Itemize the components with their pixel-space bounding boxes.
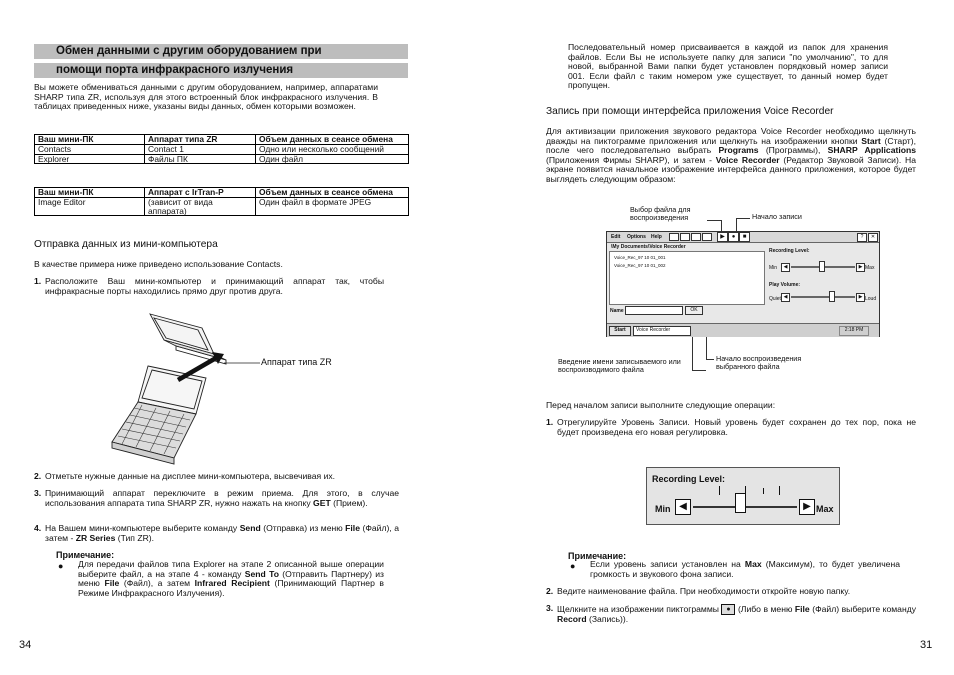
start-button[interactable]: Start [609,326,631,336]
menu-edit[interactable]: Edit [611,234,621,240]
menu-bar [607,232,879,243]
loud-label: Loud [865,296,877,302]
step-text: На Вашем мини-компьютере выберите команду Send (Отправка) из меню File (Файл), а затем - ZR Series (Тип ZR). [45,523,399,543]
subheading-send: Отправка данных из мини-компьютера [34,239,218,250]
example-text: В качестве примера ниже приведено использование Contacts. [34,259,283,269]
menu-help[interactable]: Help [651,234,662,240]
step-text: Ведите наименование файла. При необходимости откройте новую папку. [557,586,851,596]
right-step-1 [546,418,916,437]
zoom-level-thumb[interactable] [735,493,746,513]
list-view-icon[interactable] [680,233,690,241]
callout-enter-name: Введение имени записываемого или воспроизводимого файла [558,357,681,375]
record-icon: ● [721,604,735,615]
zoom-tick [779,486,780,495]
zoom-recording-level-label: Recording Level: [652,474,726,484]
close-button[interactable]: ✕ [868,233,878,242]
play-volume-thumb[interactable] [829,291,835,302]
zoom-tick [763,488,764,494]
level-decrease-button[interactable]: ◀ [781,263,790,272]
zr-exchange-table [34,134,409,164]
table1-cell: Contact 1 [145,144,256,154]
intro-paragraph: Вы можете обмениваться данными с другим оборудованием, например, аппаратами SHARP типа ZR, используя для этого встроенный блок инфракрасного излучения. В таблицах приведенных ниже, указаны виды данных, обмен которыми возможен. [34,82,378,112]
subheading-voice-recorder: Запись при помощи интерфейса приложения Voice Recorder [546,106,834,117]
zoom-min-label: Min [655,504,671,514]
table2-cell: Один файл в формате JPEG [256,197,409,216]
play-icon[interactable]: ▶ [717,232,728,242]
table1-header-3: Объем данных в сеансе обмена [256,135,409,145]
table1-cell: Одно или несколько сообщений [256,144,409,154]
right-step-3 [546,604,916,625]
figure-label-zr: Аппарат типа ZR [261,357,332,367]
record-icon[interactable]: ● [728,232,739,242]
left-note-title: Примечание: [56,550,115,560]
max-label: Max [865,265,875,271]
step-number: 3. [34,488,42,498]
page-number-right: 31 [920,639,933,651]
step-text: Расположите Ваш мини-компьютер и принимающий аппарат так, чтобы инфракрасные порты находились прямо друг против друга. [45,276,384,296]
table2-cell: (зависит от вида аппарата) [145,197,256,216]
table1-cell: Один файл [256,154,409,164]
level-increase-button[interactable]: ▶ [856,263,865,272]
taskbar-voice-recorder[interactable]: Voice Recorder [633,326,691,336]
file-list[interactable] [609,251,765,305]
open-folder-icon[interactable] [669,233,679,241]
bullet-icon: ● [58,561,64,571]
left-step-4 [34,524,399,543]
voice-recorder-window [606,231,880,337]
before-record-text: Перед началом записи выполните следующие операции: [546,400,776,410]
numbering-paragraph: Последовательный номер присваивается в каждой из папок для хранения файлов. Если Вы не используете папку для записи "по умолчанию", то для новой, выбранной Вами папки будет установлен порядковый номер записи 001. Если файл с таким номером уже существует, то данный номер будет пропущен. [568,42,888,91]
name-label: Name [610,308,624,314]
step-number: 1. [34,276,42,286]
step-number: 1. [546,417,554,427]
zoom-increase-button[interactable]: ▶ [799,499,815,515]
table1-cell: Contacts [35,144,145,154]
ok-button[interactable]: OK [685,306,703,315]
step-text: Принимающий аппарат переключите в режим приема. Для этого, в случае использования аппарата типа SHARP ZR, нужно нажать на кнопку GET (Прием). [45,488,399,508]
callout-start-record: Начало записи [752,212,802,221]
table2-header-2: Аппарат с IrTran-P [145,188,256,198]
table1-header-2: Аппарат типа ZR [145,135,256,145]
section-title-line-2: помощи порта инфракрасного излучения [34,63,408,78]
callout-start-play: Начало воспроизведения выбранного файла [716,354,802,372]
recording-level-label: Recording Level: [769,248,810,254]
step-text: Щелкните на изображении пиктограммы ● (Либо в меню File (Файл) выберите команду Record (Запись)). [557,603,917,624]
left-step-3 [34,489,399,508]
recording-level-zoom [646,467,840,525]
taskbar [607,323,879,337]
ir-transfer-illustration [108,308,268,468]
table1-header-1: Ваш мини-ПК [35,135,145,145]
stop-icon[interactable]: ■ [739,232,750,242]
zoom-tick [719,486,720,495]
right-note-text: Если уровень записи установлен на Max (Максимум), то будет увеличена громкость и звукового фона записи. [590,559,900,579]
left-note-text: Для передачи файлов типа Explorer на этапе 2 описанной выше операции выберите файл, а на этапе 4 - команду Send To (Отправить Партнеру) из меню File (Файл), а затем Infrared Recipient (Принимающий Партнер в Режиме Инфракрасного Излучения). [78,559,385,598]
page-number-left: 34 [19,639,32,651]
clock: 2:18 PM [839,326,869,336]
right-step-2 [546,587,916,597]
play-volume-label: Play Volume: [769,282,801,288]
file-list-item[interactable]: Voice_Rec_97 10 01_002 [614,263,666,268]
menu-options[interactable]: Options [627,234,646,240]
folder-path: \My Documents\Voice Recorder [611,244,686,250]
step-number: 2. [546,586,554,596]
properties-icon[interactable] [702,233,712,241]
name-input[interactable] [625,306,683,315]
bullet-icon: ● [570,561,576,571]
details-view-icon[interactable] [691,233,701,241]
zoom-max-label: Max [816,504,834,514]
recording-level-thumb[interactable] [819,261,825,272]
file-list-item[interactable]: Voice_Rec_97 10 01_001 [614,255,666,260]
min-label: Min [769,265,778,271]
table2-header-1: Ваш мини-ПК [35,188,145,198]
section-title-line-1: Обмен данными с другим оборудованием при [34,44,408,59]
table1-cell: Файлы ПК [145,154,256,164]
zoom-decrease-button[interactable]: ◀ [675,499,691,515]
table2-cell: Image Editor [35,197,145,216]
step-text: Отрегулируйте Уровень Записи. Новый уровень будет сохранен до тех пор, пока не будет произведена его новая регулировка. [557,417,916,437]
step-text: Отметьте нужные данные на дисплее мини-компьютера, высвечивая их. [45,471,336,481]
left-step-2 [34,472,404,482]
irtran-exchange-table [34,187,409,216]
right-note-title: Примечание: [568,551,627,561]
step-number: 3. [546,603,554,613]
table2-header-3: Объем данных в сеансе обмена [256,188,409,198]
step-number: 4. [34,523,42,533]
help-button[interactable]: ? [857,233,867,242]
quiet-label: Quiet [769,296,781,302]
left-step-1 [34,277,384,296]
play-volume-slider[interactable] [791,296,855,298]
callout-select-file: Выбор файла для воспроизведения [630,205,691,223]
step-number: 2. [34,471,42,481]
section-title [34,44,408,82]
volume-decrease-button[interactable]: ◀ [781,293,790,302]
activation-paragraph: Для активизации приложения звукового редактора Voice Recorder необходимо щелкнуть дважды на пиктограмме приложения или щелкнуть на изображении кнопки Start (Старт), после чего последовательно выбрать Programs (Программы), SHARP Applications (Приложения Фирмы SHARP), и затем - Voice Recorder (Редактор Звуковой Записи). На экране появится начальное изображение интерфейса данного приложения, которое будет выглядеть следующим образом: [546,126,917,184]
table1-cell: Explorer [35,154,145,164]
volume-increase-button[interactable]: ▶ [856,293,865,302]
